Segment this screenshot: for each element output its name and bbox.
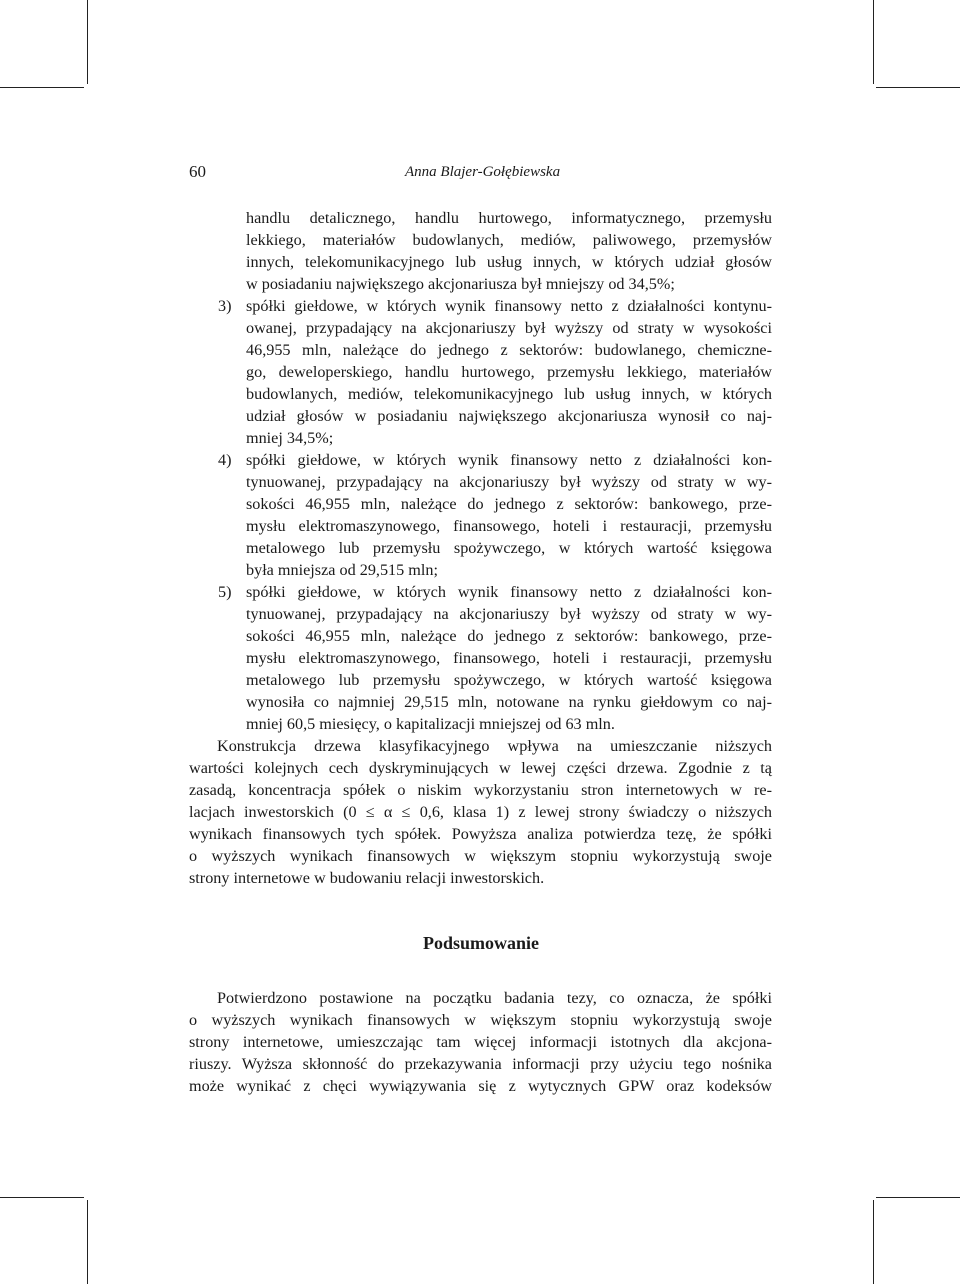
text-line: mniej 60,5 miesięcy, o kapitalizacji mniejszej od 63 mln.: [246, 715, 615, 733]
text-line: strony internetowe w budowaniu relacji inwestorskich.: [189, 869, 545, 887]
text-line: Konstrukcja drzewa klasyfikacyjnego wpływa na umieszczanie niższych: [217, 737, 772, 755]
text-line: o wyższych wynikach finansowych w większym stopniu wykorzystują swoje: [189, 1011, 772, 1029]
text-line: lacjach inwestorskich (0 ≤ α ≤ 0,6, klasa 1) z lewej strony świadczy o niższych: [189, 803, 772, 821]
text-line: tynuowanej, przypadający na akcjonariuszy był wyższy od straty w wy-: [246, 605, 772, 623]
text-line: budowlanych, mediów, telekomunikacyjnego lub usług innych, w których: [246, 385, 772, 403]
running-header: [189, 160, 773, 184]
crop-mark-bottom-left: [87, 1200, 88, 1284]
text-line: o wyższych wynikach finansowych w większym stopniu wykorzystują swoje: [189, 847, 772, 865]
crop-mark-bottom-right: [873, 1200, 874, 1284]
text-line: zasadą, koncentracja spółek o niskim wykorzystaniu stron internetowych w re-: [189, 781, 772, 799]
section-heading: Podsumowanie: [422, 933, 539, 953]
text-line: strony internetowe, umieszczając tam więcej informacji istotnych dla akcjona-: [189, 1033, 772, 1051]
text-line: mysłu elektromaszynowego, finansowego, hoteli i restauracji, przemysłu: [246, 517, 772, 535]
crop-mark-left-upper: [0, 87, 84, 88]
text-line: go, deweloperskiego, handlu hurtowego, przemysłu lekkiego, materiałów: [246, 363, 772, 381]
list-item-number: 5): [218, 583, 232, 601]
text-line: handlu detalicznego, handlu hurtowego, informatycznego, przemysłu: [246, 209, 772, 227]
text-line: mniej 34,5%;: [246, 429, 334, 447]
crop-mark-right-upper: [876, 87, 960, 88]
text-line: Potwierdzono postawione na początku badania tezy, co oznacza, że spółki: [217, 989, 772, 1007]
text-line: wynosiła co najmniej 29,515 mln, notowane na rynku giełdowym co naj-: [246, 693, 772, 711]
text-line: mysłu elektromaszynowego, finansowego, hoteli i restauracji, przemysłu: [246, 649, 772, 667]
text-line: riuszy. Wyższa skłonność do przekazywania informacji przy użyciu tego nośnika: [189, 1055, 772, 1073]
text-line: wartości kolejnych cech dyskryminujących w lewej części drzewa. Zgodnie z tą: [189, 759, 772, 777]
crop-mark-top-right: [873, 0, 874, 84]
crop-mark-top-left: [87, 0, 88, 84]
page-number: 60: [189, 162, 206, 181]
text-line: tynuowanej, przypadający na akcjonariuszy był wyższy od straty w wy-: [246, 473, 772, 491]
text-line: owanej, przypadający na akcjonariuszy był wyższy od straty w wysokości: [246, 319, 772, 337]
text-line: wynikach finansowych tych spółek. Powyższa analiza potwierdza tezę, że spółki: [189, 825, 772, 843]
list-item-number: 4): [218, 451, 232, 469]
text-line: spółki giełdowe, w których wynik finansowy netto z działalności kon-: [246, 583, 772, 601]
text-line: była mniejsza od 29,515 mln;: [246, 561, 438, 579]
text-line: metalowego lub przemysłu spożywczego, w których wartość księgowa: [246, 671, 772, 689]
text-line: lekkiego, materiałów budowlanych, mediów, paliwowego, przemysłów: [246, 231, 772, 249]
text-line: w posiadaniu największego akcjonariusza był mniejszy od 34,5%;: [246, 275, 675, 293]
text-line: 46,955 mln, należące do jednego z sektorów: budowlanego, chemiczne-: [246, 341, 772, 359]
text-line: innych, telekomunikacyjnego lub usług innych, w których udział głosów: [246, 253, 772, 271]
text-line: spółki giełdowe, w których wynik finansowy netto z działalności kon-: [246, 451, 772, 469]
text-line: udział głosów w posiadaniu największego akcjonariusza wynosił co naj-: [246, 407, 772, 425]
crop-mark-right-lower: [876, 1197, 960, 1198]
running-head-author: Anna Blajer-Gołębiewska: [405, 164, 561, 180]
text-line: spółki giełdowe, w których wynik finansowy netto z działalności kontynu-: [246, 297, 772, 315]
text-line: sokości 46,955 mln, należące do jednego z sektorów: bankowego, prze-: [246, 627, 772, 645]
text-line: może wynikać z chęci wywiązywania się z wytycznych GPW oraz kodeksów: [189, 1077, 772, 1095]
text-line: sokości 46,955 mln, należące do jednego z sektorów: bankowego, prze-: [246, 495, 772, 513]
crop-mark-left-lower: [0, 1197, 84, 1198]
text-line: metalowego lub przemysłu spożywczego, w których wartość księgowa: [246, 539, 772, 557]
list-item-number: 3): [218, 297, 232, 315]
